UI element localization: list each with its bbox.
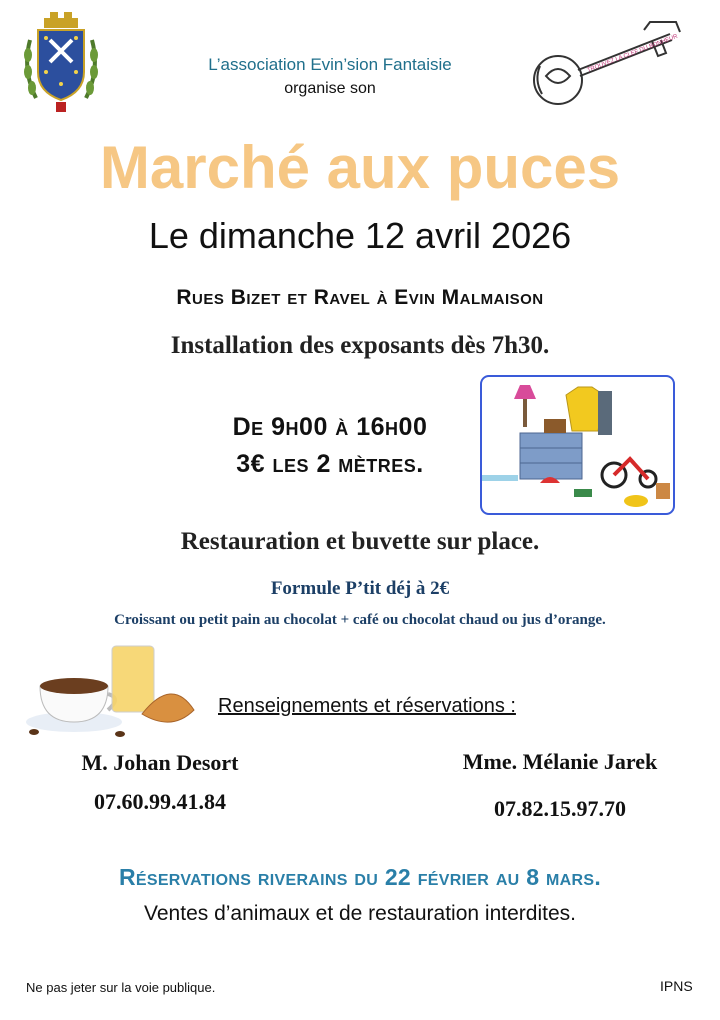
coat-of-arms-logo [22, 10, 100, 114]
books-icon [656, 483, 670, 499]
drawer-chest-icon [520, 433, 582, 479]
box-icon [544, 419, 566, 433]
footer-ipns: IPNS [660, 978, 693, 994]
juice-glass-icon [112, 646, 154, 712]
installation-time: Installation des exposants dès 7h30. [170, 332, 550, 359]
flea-market-stall-illustration [480, 375, 675, 515]
opening-hours: De 9h00 à 16h00 [232, 413, 428, 441]
crest-laurel-right [86, 40, 98, 98]
footer-disposal-notice: Ne pas jeter sur la voie publique. [26, 980, 216, 995]
breakfast-formula: Formule P’tit déj à 2€ [270, 578, 450, 599]
toy-icon [482, 475, 518, 481]
event-title: Marché aux puces [99, 134, 621, 201]
event-date: Le dimanche 12 avril 2026 [148, 215, 572, 256]
association-name: L’association Evin’sion Fantaisie [208, 55, 452, 74]
coat-icon [598, 391, 612, 435]
key-logo [520, 18, 690, 113]
pitch-price: 3€ les 2 mètres. [236, 450, 424, 478]
info-heading: Renseignements et réservations : [218, 695, 516, 717]
crest-laurel-left [24, 40, 36, 98]
prohibition-notice: Ventes d’animaux et de restauration interdites. [144, 902, 576, 925]
key-logo-text: TROUVEZ LA CLEF DU BONHEUR [586, 33, 679, 74]
residents-reservations-note: Réservations riverains du 22 février au 8 mars. [118, 864, 602, 890]
breakfast-detail: Croissant ou petit pain au chocolat + café ou chocolat chaud ou jus d’orange. [114, 612, 606, 628]
event-location: Rues Bizet et Ravel à Evin Malmaison [176, 286, 544, 309]
crest-shield [38, 30, 84, 100]
key-bow-icon [534, 56, 582, 104]
breakfast-illustration [22, 640, 202, 740]
contact-2-name: Mme. Mélanie Jarek [462, 749, 658, 774]
pot-icon [624, 495, 648, 507]
food-notice: Restauration et buvette sur place. [180, 528, 540, 555]
coffee-bean-icon [29, 729, 39, 735]
contact-1-name: M. Johan Desort [81, 750, 239, 775]
contact-2-phone: 07.82.15.97.70 [494, 796, 626, 821]
contact-1-phone: 07.60.99.41.84 [94, 789, 226, 814]
organise-text: organise son [284, 80, 376, 97]
crest-medal [56, 102, 66, 112]
shoes-icon [574, 489, 592, 497]
